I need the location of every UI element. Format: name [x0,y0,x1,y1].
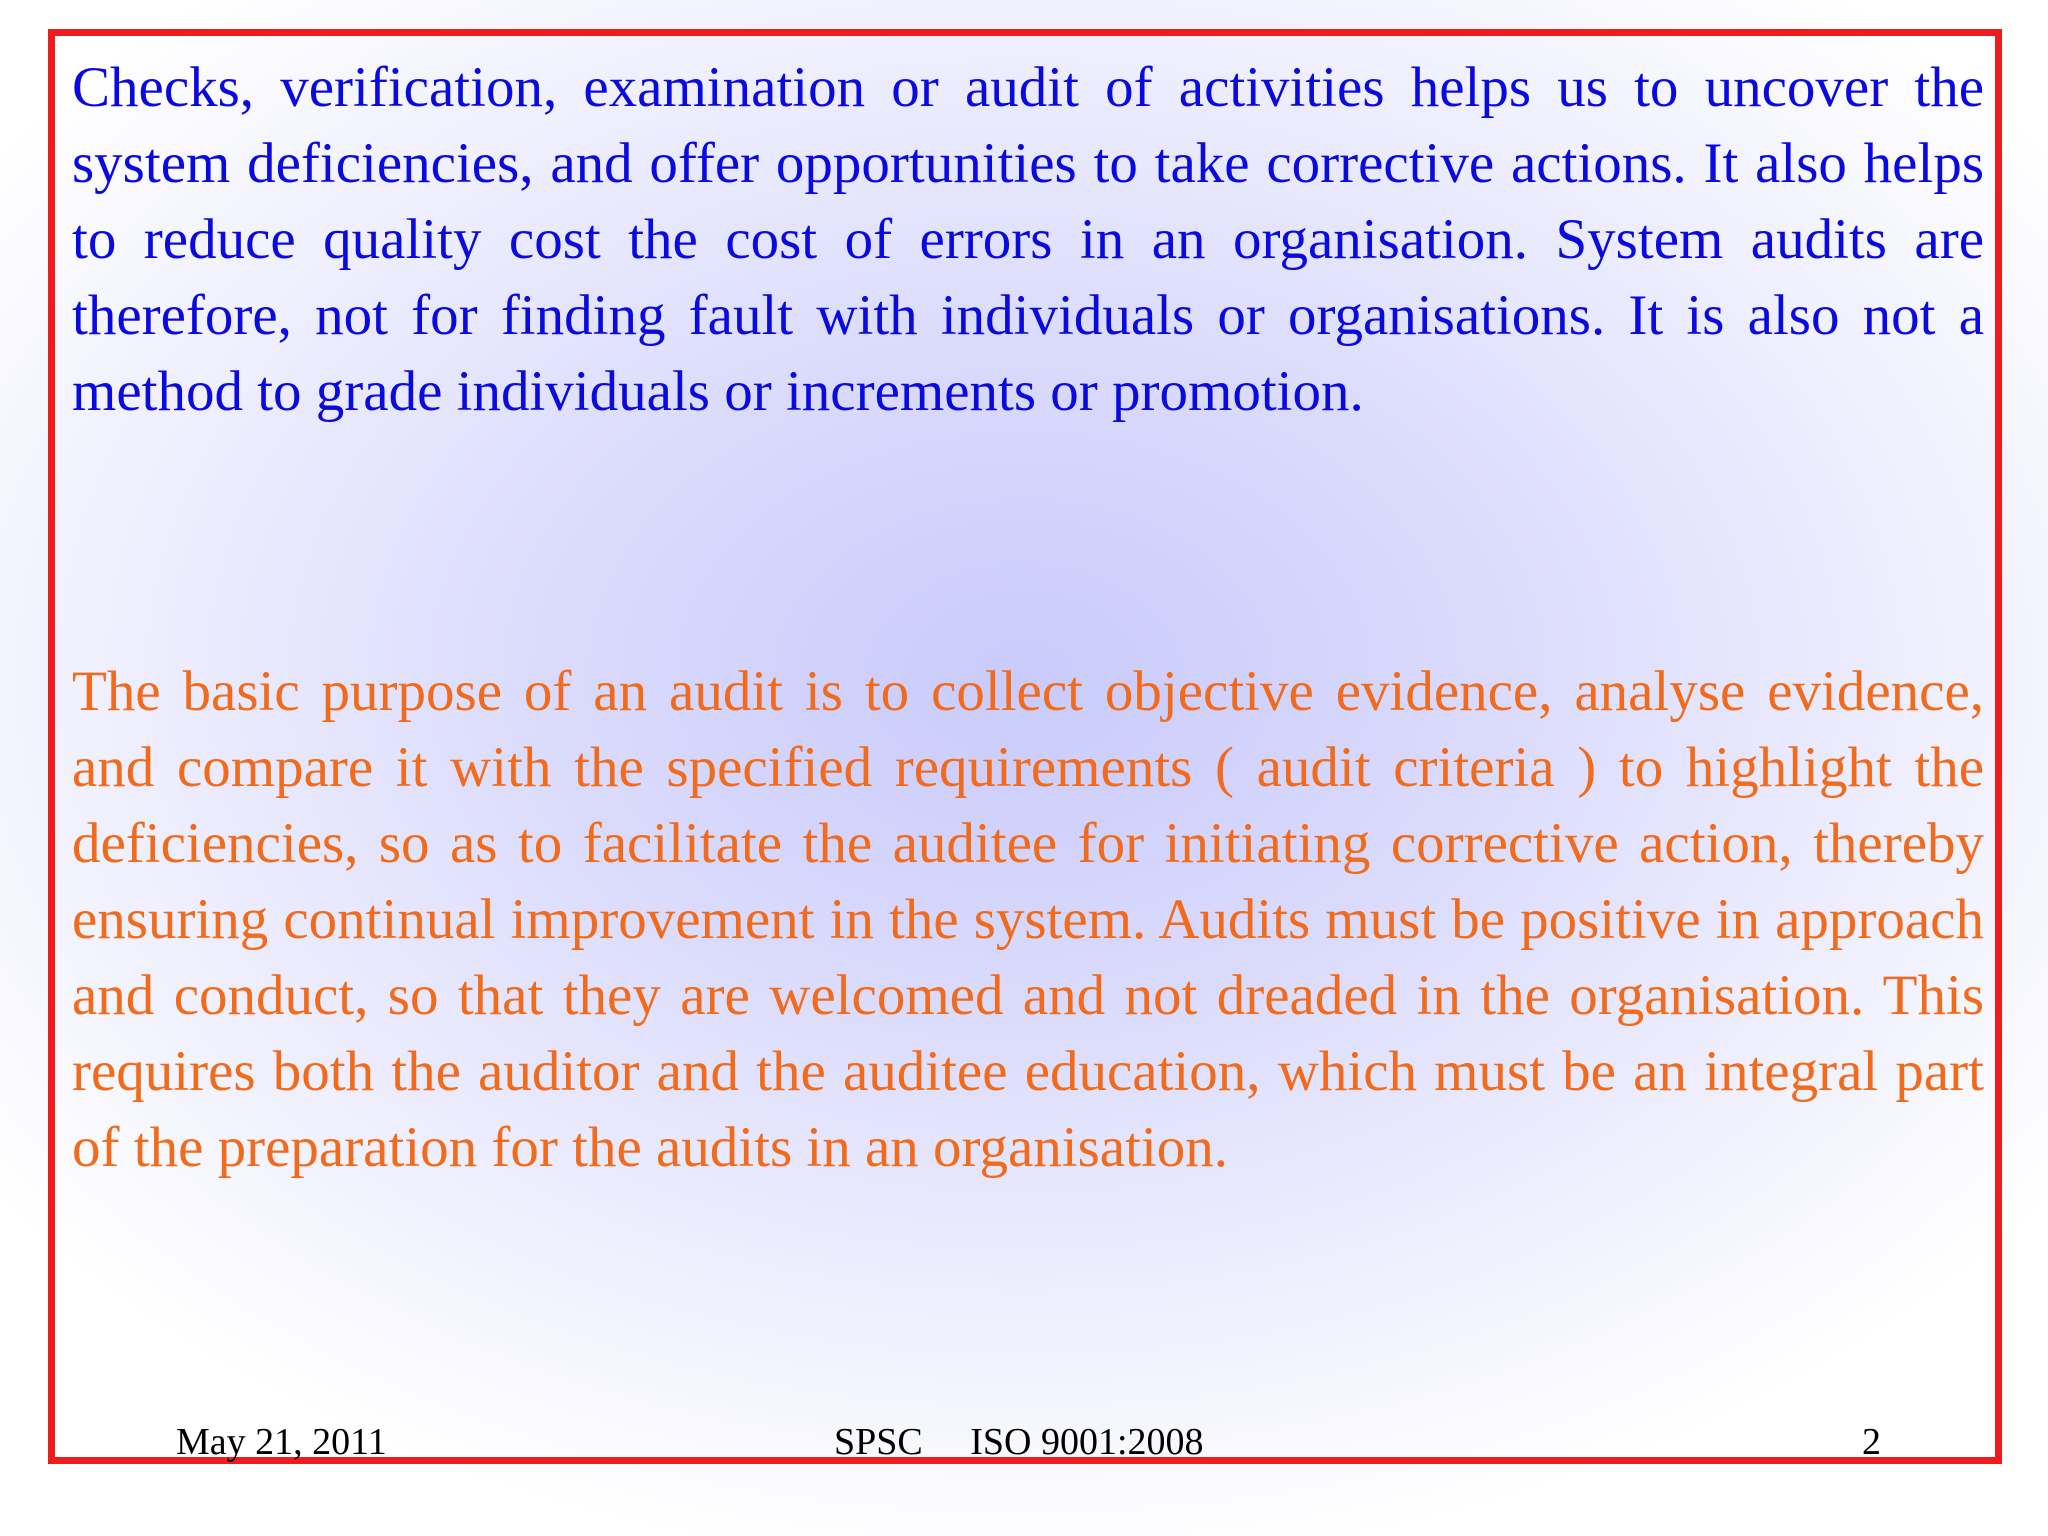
paragraph-audit-benefits: Checks, verification, examination or audit of activities helps us to uncover the system deficiencies, and offer opportunities to take corrective actions. It also helps to reduce quality cost the cost of errors in an organisation. System audits are therefore, not for finding fault with individuals or organisations. It is also not a method to grade individuals or increments or promotion. [72,56,1984,423]
footer-date: May 21, 2011 [176,1421,387,1463]
footer-organisation-standard: SPSC ISO 9001:2008 [834,1421,1204,1463]
paragraph-audit-purpose: The basic purpose of an audit is to collect objective evidence, analyse evidence, and compare it with the specified requirements ( audit criteria ) to highlight the deficiencies, so as to facilitate the auditee for initiating corrective action, thereby ensuring continual improvement in the system. Audits must be positive in approach and conduct, so that they are welcomed and not dreaded in the organisation. This requires both the auditor and the auditee education, which must be an integral part of the preparation for the audits in an organisation. [72,660,1984,1179]
footer-page-number: 2 [1862,1421,1881,1463]
